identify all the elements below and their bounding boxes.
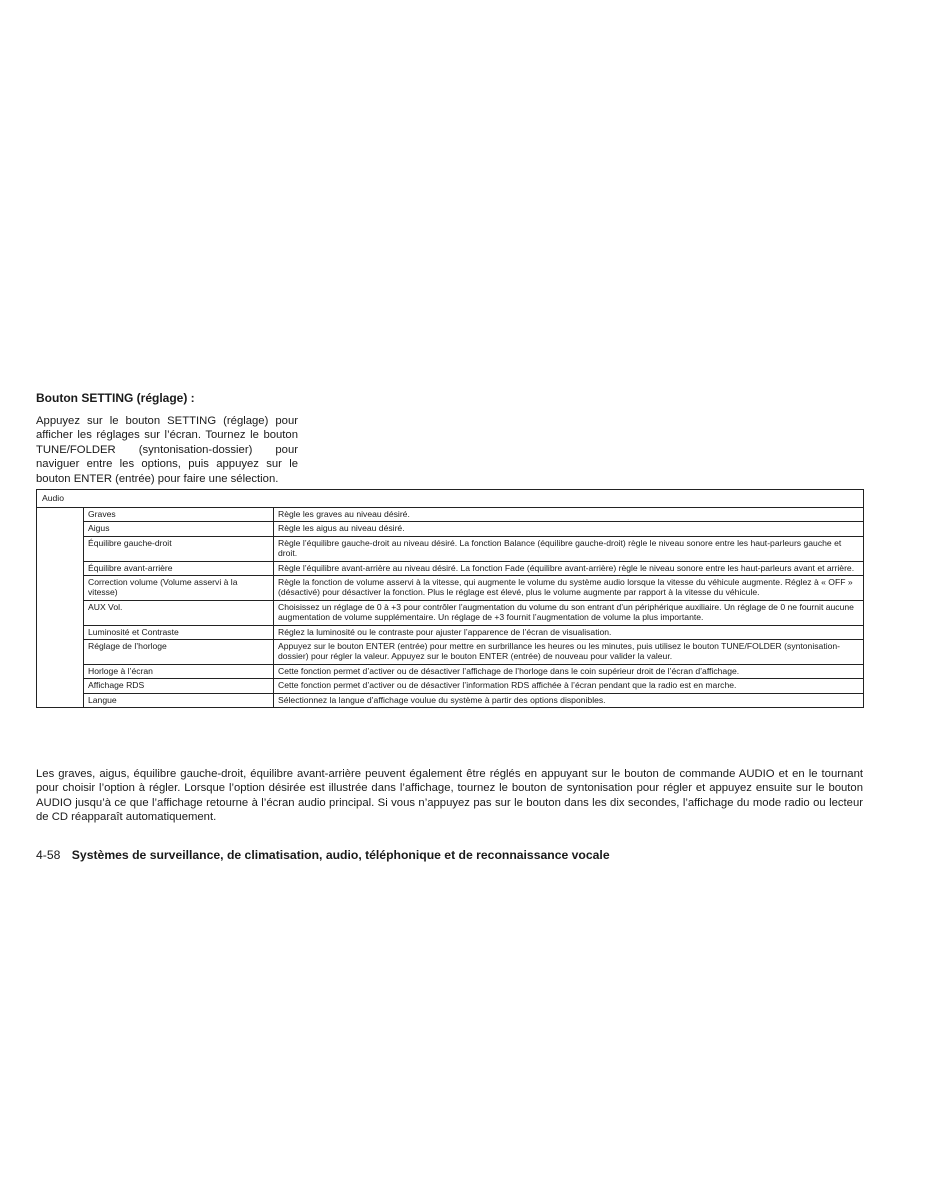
table-row — [37, 576, 864, 601]
setting-description-cell: Règle la fonction de volume asservi à la vitesse, qui augmente le volume du système audio lorsque la vitesse du véhicule augmente. Réglez à « OFF » (désactivé) pour désactiver la fonction. Plus le réglage est élevé, plus le volume augmente par rapport à la vitesse du véhicule. — [274, 576, 864, 601]
table-row — [37, 664, 864, 678]
page-number: 4-58 — [36, 848, 61, 862]
settings-table-body — [37, 490, 864, 708]
setting-name-cell: Langue — [84, 693, 274, 707]
setting-description-cell: Cette fonction permet d’activer ou de désactiver l’affichage de l’horloge dans le coin supérieur droit de l’écran d’affichage. — [274, 664, 864, 678]
audio-group-label: Audio — [37, 490, 864, 508]
table-row — [37, 508, 864, 522]
setting-name-cell: Aigus — [84, 522, 274, 536]
table-row — [37, 625, 864, 639]
setting-name-cell: Équilibre gauche-droit — [84, 536, 274, 561]
setting-name-cell: Horloge à l’écran — [84, 664, 274, 678]
setting-description-cell: Réglez la luminosité ou le contraste pour ajuster l’apparence de l’écran de visualisation. — [274, 625, 864, 639]
setting-name-cell: Équilibre avant-arrière — [84, 561, 274, 575]
intro-paragraph: Appuyez sur le bouton SETTING (réglage) pour afficher les réglages sur l’écran. Tournez le bouton TUNE/FOLDER (syntonisation-dossier) pour naviguer entre les options, puis appuyez sur le bouton ENTER (entrée) pour faire une sélection. — [36, 415, 298, 485]
closing-paragraph: Les graves, aigus, équilibre gauche-droit, équilibre avant-arrière peuvent également être réglés en appuyant sur le bouton de commande AUDIO et en le tournant pour choisir l’option à régler. Lorsque l’option désirée est illustrée dans l’affichage, tournez le bouton de syntonisation pour régler et appuyez ensuite sur le bouton AUDIO jusqu’à ce que l’affichage retourne à l’écran audio principal. Si vous n’appuyez pas sur le bouton dans les dix secondes, l’affichage du mode radio ou lecteur de CD réapparaît automatiquement. — [36, 768, 863, 824]
chapter-title: Systèmes de surveillance, de climatisation, audio, téléphonique et de reconnaissance vocale — [71, 848, 610, 862]
setting-description-cell: Règle les graves au niveau désiré. — [274, 508, 864, 522]
table-row — [37, 640, 864, 665]
table-group-header-row — [37, 490, 864, 508]
setting-name-cell: Réglage de l’horloge — [84, 640, 274, 665]
section-heading: Bouton SETTING (réglage) : — [36, 391, 195, 405]
table-row — [37, 536, 864, 561]
setting-description-cell: Règle les aigus au niveau désiré. — [274, 522, 864, 536]
page-footer — [36, 847, 610, 863]
setting-name-cell: Graves — [84, 508, 274, 522]
audio-settings-table — [36, 489, 864, 708]
setting-description-cell: Choisissez un réglage de 0 à +3 pour contrôler l’augmentation du volume du son entrant d’un périphérique auxiliaire. Un réglage de 0 ne fournit aucune augmentation de volume supplémentaire. Un réglage de +3 fournit l’augmentation de volume la plus importante. — [274, 600, 864, 625]
setting-name-cell: Affichage RDS — [84, 679, 274, 693]
setting-description-cell: Règle l’équilibre gauche-droit au niveau désiré. La fonction Balance (équilibre gauche-droit) règle le niveau sonore entre les haut-parleurs gauche et droit. — [274, 536, 864, 561]
table-row — [37, 561, 864, 575]
table-row — [37, 522, 864, 536]
setting-description-cell: Cette fonction permet d’activer ou de désactiver l’information RDS affichée à l’écran pendant que la radio est en marche. — [274, 679, 864, 693]
setting-description-cell: Appuyez sur le bouton ENTER (entrée) pour mettre en surbrillance les heures ou les minutes, puis utilisez le bouton TUNE/FOLDER (syntonisation-dossier) pour régler la valeur. Appuyez sur le bouton ENTER (entrée) de nouveau pour valider la valeur. — [274, 640, 864, 665]
table-row — [37, 600, 864, 625]
setting-name-cell: AUX Vol. — [84, 600, 274, 625]
table-row — [37, 693, 864, 707]
table-row — [37, 679, 864, 693]
setting-description-cell: Sélectionnez la langue d’affichage voulue du système à partir des options disponibles. — [274, 693, 864, 707]
setting-name-cell: Correction volume (Volume asservi à la vitesse) — [84, 576, 274, 601]
group-indent-cell — [37, 508, 84, 708]
setting-name-cell: Luminosité et Contraste — [84, 625, 274, 639]
setting-description-cell: Règle l’équilibre avant-arrière au niveau désiré. La fonction Fade (équilibre avant-arrière) règle le niveau sonore entre les haut-parleurs avant et arrière. — [274, 561, 864, 575]
